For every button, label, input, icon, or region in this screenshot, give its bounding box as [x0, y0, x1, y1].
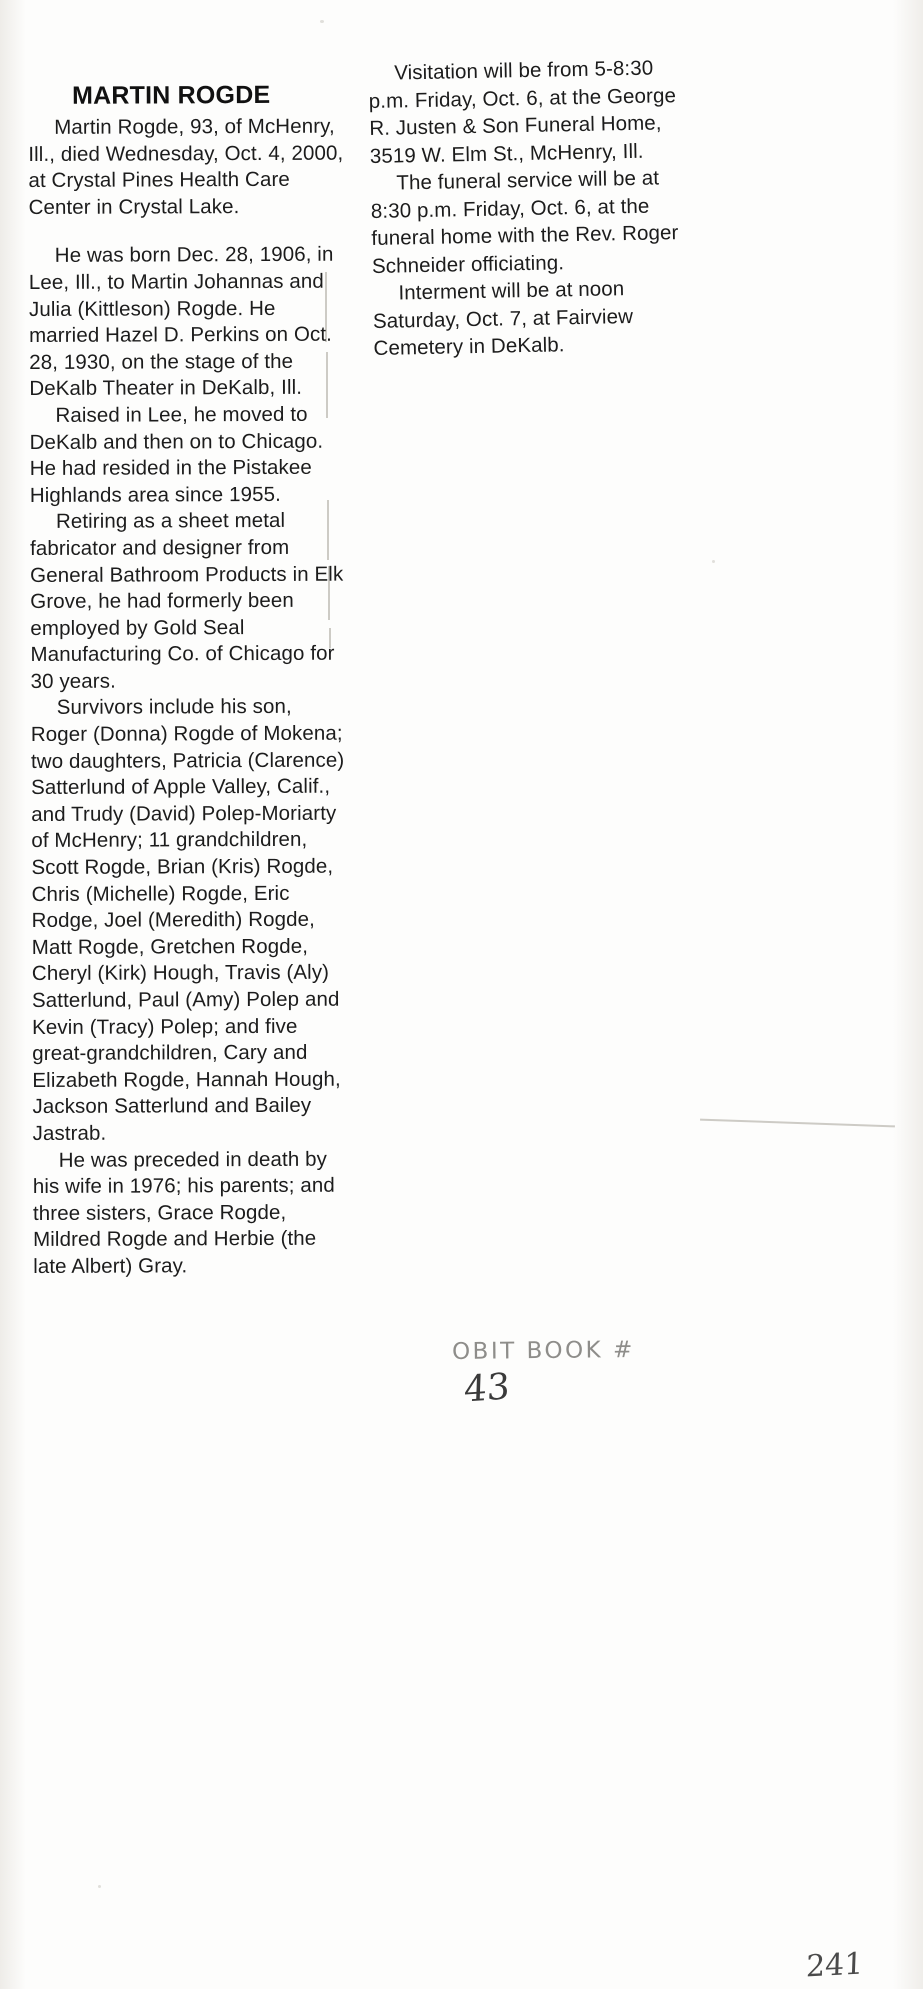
obituary-paragraph: Raised in Lee, he moved to DeKalb and then on to Chicago. He had resided in the Pistakee Highlands area since 1955.	[29, 402, 324, 507]
clipping-fold-line	[700, 1119, 895, 1128]
obituary-paragraph: The funeral service will be at 8:30 p.m. Friday, Oct. 6, at the funeral home with the Rev. Roger Schneider officiating.	[370, 166, 679, 278]
scan-speck	[98, 1885, 101, 1888]
archive-book-number: 43	[463, 1366, 511, 1411]
scan-edge-shadow-left	[0, 0, 26, 1989]
obituary-paragraph: Retiring as a sheet metal fabricator and designer from General Bathroom Products in Elk Grove, he had formerly been employed by Gold Seal Manufacturing Co. of Chicago for 30 years.	[29, 509, 344, 693]
obituary-paragraph: He was preceded in death by his wife in 1976; his parents; and three sisters, Grace Rogde, Mildred Rogde and Herbie (the late Albert) Gray.	[32, 1147, 335, 1278]
page-number: 241	[805, 1946, 864, 1985]
scan-edge-shadow-right	[893, 0, 923, 1989]
archive-stamp: OBIT BOOK #	[451, 1337, 635, 1365]
obituary-paragraph: Interment will be at noon Saturday, Oct. 7, at Fairview Cemetery in DeKalb.	[372, 277, 634, 360]
obituary-paragraph: Martin Rogde, 93, of McHenry, Ill., died Wednesday, Oct. 4, 2000, at Crystal Pines Health Care Center in Crystal Lake.	[28, 114, 344, 219]
obituary-right-column	[368, 54, 684, 362]
obituary-paragraph: He was born Dec. 28, 1906, in Lee, Ill., to Martin Johannas and Julia (Kittleson) Rogde. He married Hazel D. Perkins on Oct. 28, 1930, on the stage of the DeKalb Theater in DeKalb, Ill.	[28, 243, 334, 401]
scan-speck	[320, 20, 324, 23]
obituary-paragraph: Visitation will be from 5-8:30 p.m. Friday, Oct. 6, at the George R. Justen & Son Funeral Home, 3519 W. Elm St., McHenry, Ill.	[368, 56, 677, 168]
page-title: MARTIN ROGDE	[71, 80, 271, 110]
scan-speck	[712, 560, 715, 563]
obituary-left-column	[28, 81, 353, 1281]
obituary-paragraph: Survivors include his son, Roger (Donna) Rogde of Mokena; two daughters, Patricia (Clarence) Satterlund of Apple Valley, Calif., and Trudy (David) Polep-Moriarty of McHenry; 11 grandchildren, Scott Rogde, Brian (Kris) Rogde, Chris (Michelle) Rogde, Eric Rodge, Joel (Meredith) Rogde, Matt Rogde, Gretchen Rogde, Cheryl (Kirk) Hough, Travis (Aly) Satterlund, Paul (Amy) Polep and Kevin (Tracy) Polep; and five great-grandchildren, Cary and Elizabeth Rogde, Hannah Hough, Jackson Satterlund and Bailey Jastrab.	[30, 695, 345, 1145]
